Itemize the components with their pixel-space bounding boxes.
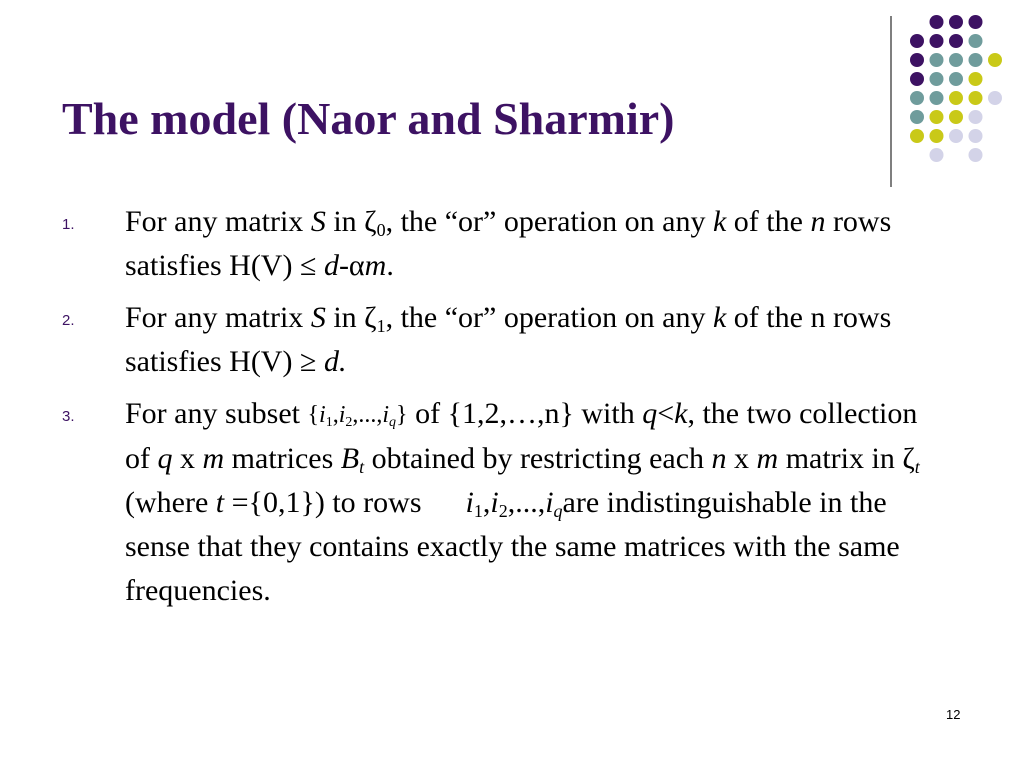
decorative-dot xyxy=(949,72,963,86)
decorative-dot xyxy=(949,53,963,67)
list-item-text: For any matrix S in $\zeta_1$, the “or” operation on any k of the n rows satisfies H(V) ≥ d. xyxy=(125,301,892,378)
decorative-dot-grid xyxy=(0,0,1024,200)
decorative-dot xyxy=(949,110,963,124)
list-number: 1. xyxy=(62,216,75,233)
decorative-dot xyxy=(910,72,924,86)
list-item xyxy=(62,200,942,288)
decorative-dot xyxy=(910,129,924,143)
list-item xyxy=(62,296,942,384)
decorative-dot xyxy=(969,110,983,124)
decorative-dot xyxy=(930,15,944,29)
decorative-dot xyxy=(930,53,944,67)
decorative-dot xyxy=(930,72,944,86)
decorative-dot xyxy=(930,148,944,162)
decorative-dot xyxy=(949,15,963,29)
decorative-dot xyxy=(910,34,924,48)
list-number: 3. xyxy=(62,408,75,425)
decorative-dot xyxy=(969,72,983,86)
list-number: 2. xyxy=(62,312,75,329)
decorative-dot xyxy=(930,34,944,48)
decorative-dot xyxy=(969,53,983,67)
list-item xyxy=(62,392,942,613)
decorative-dot xyxy=(910,53,924,67)
index-set-formula: $\{i_1,i_2,...,i_q\}$ xyxy=(307,402,408,430)
decorative-dot xyxy=(988,91,1002,105)
decorative-dot xyxy=(910,91,924,105)
decorative-dot xyxy=(969,34,983,48)
decorative-dot xyxy=(969,15,983,29)
slide-title: The model (Naor and Sharmir) xyxy=(62,93,675,144)
list-item-text: For any matrix S in $\zeta_0$, the “or” operation on any k of the n rows satisfies H(V) ≤ d-αm. xyxy=(125,205,892,282)
list-item-text: For any subset $\{i_1,i_2,...,i_q\}$ of {1,2,…,n} with q<k, the two collection of q x m matrices $B_t$ obtained by restricting each n x m matrix in $\zeta_t$ (where t ={0,1}) to rows $i_1,i_2,...,i_qare$ indistinguishable in the sense that they contains exactly the same matrices with the same frequencies. xyxy=(125,397,920,607)
conditions-list xyxy=(62,200,942,621)
decorative-dot xyxy=(930,129,944,143)
decorative-dot xyxy=(910,110,924,124)
decorative-dot xyxy=(969,148,983,162)
decorative-dot xyxy=(969,91,983,105)
decorative-dot xyxy=(949,91,963,105)
decorative-dot xyxy=(949,129,963,143)
decorative-dot xyxy=(930,110,944,124)
decorative-dot xyxy=(930,91,944,105)
decorative-dot xyxy=(949,34,963,48)
slide-number: 12 xyxy=(946,707,961,722)
decorative-dot xyxy=(969,129,983,143)
decorative-dot xyxy=(988,53,1002,67)
row-index-formula: $i_1,i_2,...,i_q$ xyxy=(465,486,563,521)
